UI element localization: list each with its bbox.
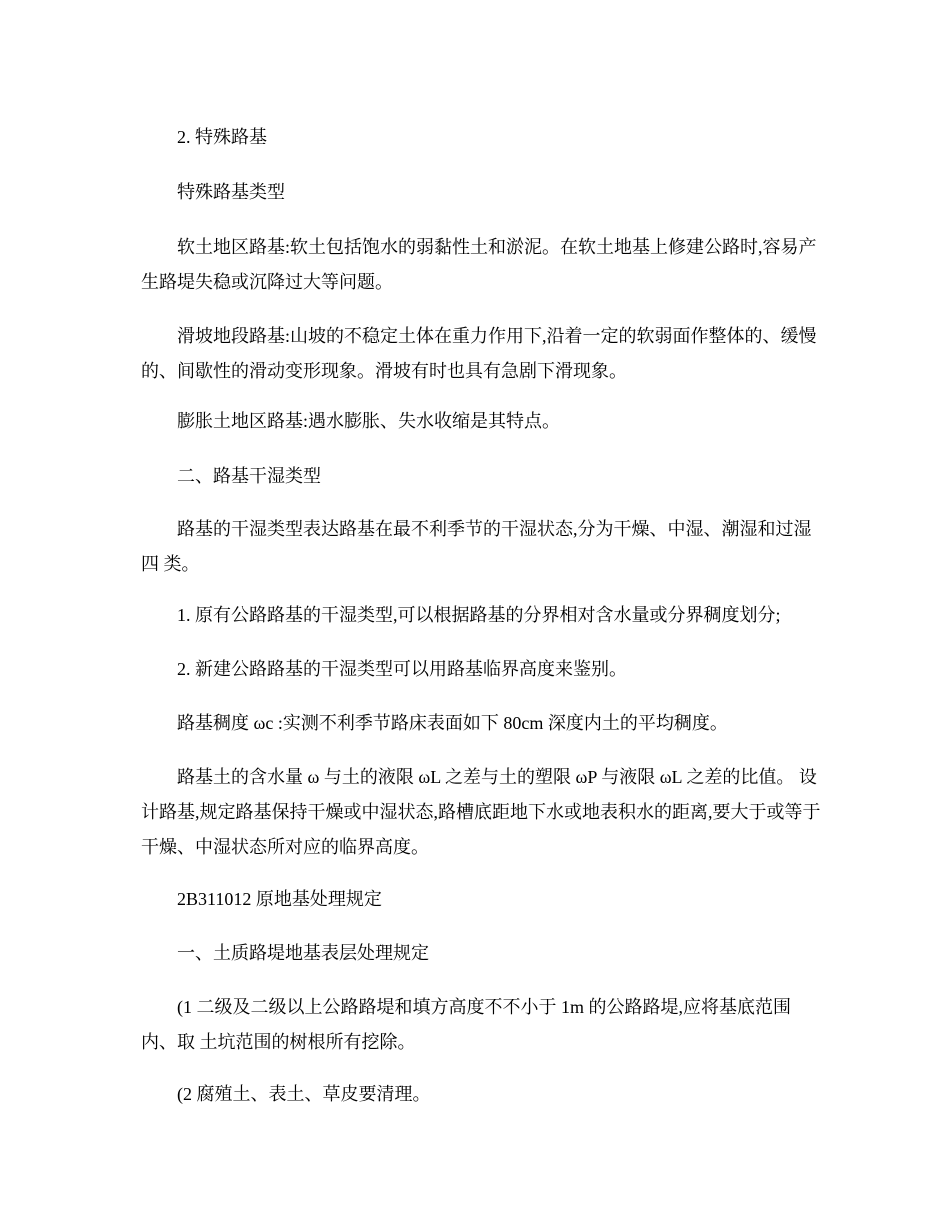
paragraph: 路基土的含水量 ω 与土的液限 ωL 之差与土的塑限 ωP 与液限 ωL 之差的比值。 设计路基,规定路基保持干燥或中湿状态,路槽底距地下水或地表积水的距离,要大于或等于干燥、中湿状态所对应的临界高度。 bbox=[141, 767, 821, 857]
paragraph: 滑坡地段路基:山坡的不稳定土体在重力作用下,沿着一定的软弱面作整体的、缓慢 的、间歇性的滑动变形现象。滑坡有时也具有急剧下滑现象。 bbox=[141, 326, 817, 381]
section-heading: 2B311012 原地基处理规定 bbox=[177, 889, 382, 909]
paragraph: 路基的干湿类型表达路基在最不利季节的干湿状态,分为干燥、中湿、潮湿和过湿四 类。 bbox=[141, 519, 812, 574]
list-item: 1. 原有公路路基的干湿类型,可以根据路基的分界相对含水量或分界稠度划分; bbox=[177, 605, 781, 625]
paragraph: (2 腐殖土、表土、草皮要清理。 bbox=[177, 1084, 431, 1104]
list-item: 2. 新建公路路基的干湿类型可以用路基临界高度来鉴别。 bbox=[177, 659, 627, 679]
paragraph: 路基稠度 ωc :实测不利季节路床表面如下 80cm 深度内土的平均稠度。 bbox=[177, 713, 728, 733]
paragraph: 软土地区路基:软土包括饱水的弱黏性土和淤泥。在软土地基上修建公路时,容易产 生路堤失稳或沉降过大等问题。 bbox=[141, 237, 817, 292]
section-heading: 一、土质路堤地基表层处理规定 bbox=[177, 943, 429, 963]
section-heading: 二、路基干湿类型 bbox=[177, 466, 321, 486]
subheading: 特殊路基类型 bbox=[177, 182, 285, 202]
section-heading: 2. 特殊路基 bbox=[177, 127, 267, 147]
paragraph: 膨胀土地区路基:遇水膨胀、失水收缩是其特点。 bbox=[177, 411, 560, 431]
paragraph: (1 二级及二级以上公路路堤和填方高度不不小于 1m 的公路路堤,应将基底范围内、取 土坑范围的树根所有挖除。 bbox=[141, 997, 791, 1052]
